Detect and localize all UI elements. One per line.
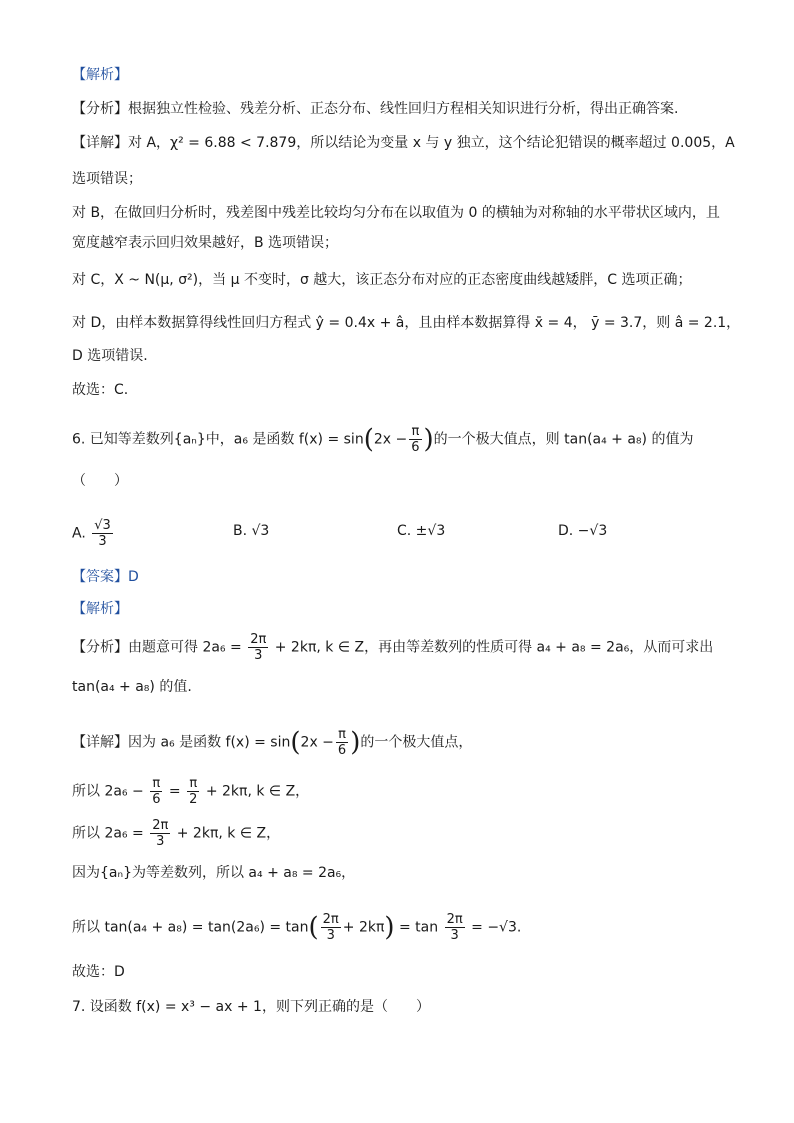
detail-q6-step-1: 所以 2a₆ − $\frac{\pi}{6}$ = $\frac{\pi}{2}$ + 2kπ, k ∈ Z， — [72, 776, 310, 807]
detail-line-d: 对 D，由样本数据算得线性回归方程式 ŷ = 0.4x + â，且由样本数据算得 x̄ = 4， ȳ = 3.7，则 â = 2.1， — [72, 315, 741, 331]
option-c: C. ±√3 — [397, 523, 446, 539]
detail-line-a-cont: 选项错误； — [72, 171, 142, 187]
detail-line-c: 对 C，X ~ N(μ, σ²)，当 μ 不变时，σ 越大，该正态分布对应的正态密度曲线越矮胖，C 选项正确； — [72, 272, 692, 288]
option-d: D. −√3 — [558, 523, 608, 539]
analysis-q6-line-2: tan(a₄ + a₈) 的值. — [72, 679, 192, 695]
detail-q6-line-1: 【详解】因为 a₆ 是函数 f(x) = sin(2x − $\frac{\pi}{6}$ )的一个极大值点， — [72, 727, 473, 758]
answer-choice-prev: 故选：C. — [72, 382, 129, 398]
detail-line-b-cont: 宽度越窄表示回归效果越好，B 选项错误； — [72, 235, 339, 251]
question-7-stem: 7. 设函数 f(x) = x³ − ax + 1，则下列正确的是（ ） — [72, 999, 430, 1015]
fraction-sqrt3-over-3: $\frac{√3}{3}$ — [94, 518, 111, 549]
question-6-stem: 6. 已知等差数列{aₙ}中，a₆ 是函数 f(x) = sin(2x − $\frac{\pi}{6}$ )的一个极大值点，则 tan(a₄ + a₈) 的值为 — [72, 424, 694, 455]
section-analysis-heading: 【解析】 — [72, 67, 128, 83]
detail-line-b: 对 B，在做回归分析时，残差图中残差比较均匀分布在以取值为 0 的横轴为对称轴的水平带状区域内，且 — [72, 205, 720, 221]
option-b: B. √3 — [233, 523, 270, 539]
analysis-heading-2: 【解析】 — [72, 601, 128, 617]
detail-line-a: 【详解】对 A，χ² = 6.88 < 7.879，所以结论为变量 x 与 y 独立，这个结论犯错误的概率超过 0.005，A — [72, 135, 735, 151]
option-a: A. $\frac{√3}{3}$ — [72, 518, 111, 549]
answer-choice-q6: 故选：D — [72, 964, 125, 980]
analysis-line: 【分析】根据独立性检验、残差分析、正态分布、线性回归方程相关知识进行分析，得出正确答案. — [72, 101, 679, 117]
detail-q6-step-3: 因为{aₙ}为等差数列，所以 a₄ + a₈ = 2a₆， — [72, 865, 356, 881]
detail-q6-step-2: 所以 2a₆ = $\frac{2\pi}{3}$ + 2kπ, k ∈ Z， — [72, 818, 281, 849]
detail-q6-step-4: 所以 tan(a₄ + a₈) = tan(2a₆) = tan( $\frac{2\pi}{3}$ + 2kπ) = tan $\frac{2\pi}{3}$ = −√3. — [72, 912, 522, 943]
question-6-bracket: （ ） — [72, 473, 128, 489]
fraction-pi-over-6: $\frac{\pi}{6}$ — [411, 424, 420, 455]
analysis-q6-line-1: 【分析】由题意可得 2a₆ = $\frac{2\pi}{3}$ + 2kπ, k ∈ Z，再由等差数列的性质可得 a₄ + a₈ = 2a₆，从而可求出 — [72, 632, 714, 663]
answer-label: 【答案】D — [72, 569, 139, 585]
detail-line-d-cont: D 选项错误. — [72, 348, 148, 364]
